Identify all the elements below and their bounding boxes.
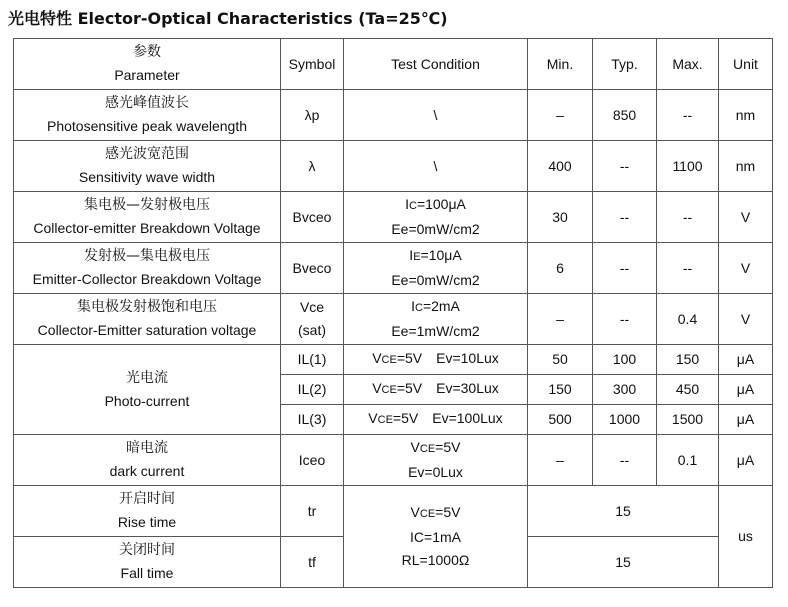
- param-en: Photosensitive peak wavelength: [46, 118, 248, 134]
- header-symbol: Symbol: [281, 39, 344, 90]
- param-cell: [14, 141, 281, 192]
- min-cell: –: [528, 294, 593, 345]
- param-en: Fall time: [120, 565, 174, 581]
- min-cell: 6: [528, 243, 593, 294]
- param-en: Sensitivity wave width: [78, 169, 216, 185]
- max-cell: --: [657, 90, 719, 141]
- param-cn: 暗电流: [126, 440, 168, 456]
- header-param-en: Parameter: [114, 67, 180, 83]
- param-cn: 开启时间: [119, 491, 175, 507]
- min-cell: 500: [528, 405, 593, 435]
- param-cell: [14, 294, 281, 345]
- unit-cell: V: [719, 243, 773, 294]
- row-vce-sat: [14, 294, 773, 345]
- symbol-cell: IL(2): [281, 375, 344, 405]
- page-title: 光电特性 Elector-Optical Characteristics (Ta=25℃): [8, 9, 448, 28]
- param-cn: 感光波宽范围: [105, 146, 189, 162]
- row-bvceo: [14, 192, 773, 243]
- condition-line-2: Ev=0Lux: [408, 464, 463, 480]
- header-typ: Typ.: [593, 39, 657, 90]
- typ-cell: --: [593, 141, 657, 192]
- param-cn: 光电流: [126, 369, 168, 386]
- max-cell: --: [657, 243, 719, 294]
- param-cell: [14, 243, 281, 294]
- symbol-cell: Iceo: [281, 435, 344, 486]
- param-cn: 集电极发射极饱和电压: [77, 299, 217, 315]
- typ-cell: --: [593, 243, 657, 294]
- header-max: Max.: [657, 39, 719, 90]
- condition-line-2: Ee=0mW/cm2: [391, 221, 480, 237]
- param-cell: [14, 486, 281, 537]
- param-cn: 发射极—集电极电压: [84, 248, 210, 264]
- symbol-cell: tr: [281, 486, 344, 537]
- switching-condition-cell: [344, 486, 528, 588]
- typ-cell: --: [593, 294, 657, 345]
- unit-cell: μA: [719, 345, 773, 375]
- condition-line-1: VCE=5V: [410, 439, 461, 455]
- max-cell: 0.1: [657, 435, 719, 486]
- condition-cell: VCE=5V Ev=100Lux: [344, 405, 528, 435]
- unit-cell: μA: [719, 375, 773, 405]
- unit-cell: μA: [719, 435, 773, 486]
- max-cell: 0.4: [657, 294, 719, 345]
- max-cell: --: [657, 192, 719, 243]
- param-en: Collector-Emitter saturation voltage: [37, 322, 257, 338]
- param-en: dark current: [109, 463, 185, 479]
- typ-cell: --: [593, 192, 657, 243]
- header-row: [14, 39, 773, 90]
- condition-cell: VCE=5V Ev=30Lux: [344, 375, 528, 405]
- max-cell: 450: [657, 375, 719, 405]
- header-unit: Unit: [719, 39, 773, 90]
- unit-cell: μA: [719, 405, 773, 435]
- symbol-cell: tf: [281, 537, 344, 588]
- unit-cell: nm: [719, 90, 773, 141]
- param-en: Photo-current: [104, 392, 190, 409]
- condition-cell: [344, 192, 528, 243]
- typ-cell: 300: [593, 375, 657, 405]
- param-cell: [14, 345, 281, 435]
- row-dark-current: [14, 435, 773, 486]
- condition-cell: [344, 435, 528, 486]
- param-cell: [14, 192, 281, 243]
- param-en: Collector-emitter Breakdown Voltage: [33, 220, 261, 236]
- param-cell: [14, 537, 281, 588]
- min-cell: 400: [528, 141, 593, 192]
- condition-line-2: Ee=1mW/cm2: [391, 323, 480, 339]
- symbol-cell: Bveco: [281, 243, 344, 294]
- param-cn: 感光峰值波长: [105, 95, 189, 111]
- param-cell: [14, 435, 281, 486]
- unit-cell: V: [719, 294, 773, 345]
- min-cell: –: [528, 90, 593, 141]
- condition-line-1: IC=2mA: [411, 298, 460, 314]
- min-cell: 150: [528, 375, 593, 405]
- typ-cell: 100: [593, 345, 657, 375]
- symbol-cell: [281, 294, 344, 345]
- condition-cell: [344, 243, 528, 294]
- param-cn: 关闭时间: [119, 542, 175, 558]
- max-cell: 1500: [657, 405, 719, 435]
- header-param-cn: 参数: [133, 44, 161, 60]
- header-parameter: [14, 39, 281, 90]
- max-cell: 1100: [657, 141, 719, 192]
- switching-unit-cell: us: [719, 486, 773, 588]
- fall-time-value: 15: [528, 537, 719, 588]
- header-test-condition: Test Condition: [344, 39, 528, 90]
- condition-line-3: RL=1000Ω: [401, 552, 470, 568]
- row-bveco: [14, 243, 773, 294]
- max-cell: 150: [657, 345, 719, 375]
- symbol-cell: IL(3): [281, 405, 344, 435]
- symbol-cell: λp: [281, 90, 344, 141]
- condition-cell: VCE=5V Ev=10Lux: [344, 345, 528, 375]
- symbol-cell: Bvceo: [281, 192, 344, 243]
- condition-line-1: IE=10μA: [409, 247, 462, 263]
- unit-cell: nm: [719, 141, 773, 192]
- typ-cell: 850: [593, 90, 657, 141]
- condition-cell: [344, 294, 528, 345]
- param-cell: [14, 90, 281, 141]
- condition-line-2: IC=1mA: [410, 529, 461, 545]
- rise-time-value: 15: [528, 486, 719, 537]
- symbol-cell: λ: [281, 141, 344, 192]
- condition-line-1: VCE=5V: [410, 504, 461, 520]
- condition-cell: \: [344, 90, 528, 141]
- characteristics-table: [13, 38, 773, 588]
- row-rise-time: [14, 486, 773, 537]
- min-cell: –: [528, 435, 593, 486]
- symbol-line-1: Vce: [299, 299, 325, 315]
- header-min: Min.: [528, 39, 593, 90]
- min-cell: 30: [528, 192, 593, 243]
- typ-cell: 1000: [593, 405, 657, 435]
- param-en: Rise time: [117, 514, 177, 530]
- min-cell: 50: [528, 345, 593, 375]
- row-photo-current-1: [14, 345, 773, 375]
- symbol-cell: IL(1): [281, 345, 344, 375]
- param-cn: 集电极—发射极电压: [84, 197, 210, 213]
- symbol-line-2: (sat): [298, 322, 326, 338]
- unit-cell: V: [719, 192, 773, 243]
- param-en: Emitter-Collector Breakdown Voltage: [32, 271, 262, 287]
- row-peak-wavelength: [14, 90, 773, 141]
- typ-cell: --: [593, 435, 657, 486]
- condition-cell: \: [344, 141, 528, 192]
- condition-line-2: Ee=0mW/cm2: [391, 272, 480, 288]
- condition-line-1: IC=100μA: [405, 196, 466, 212]
- row-sensitivity-width: [14, 141, 773, 192]
